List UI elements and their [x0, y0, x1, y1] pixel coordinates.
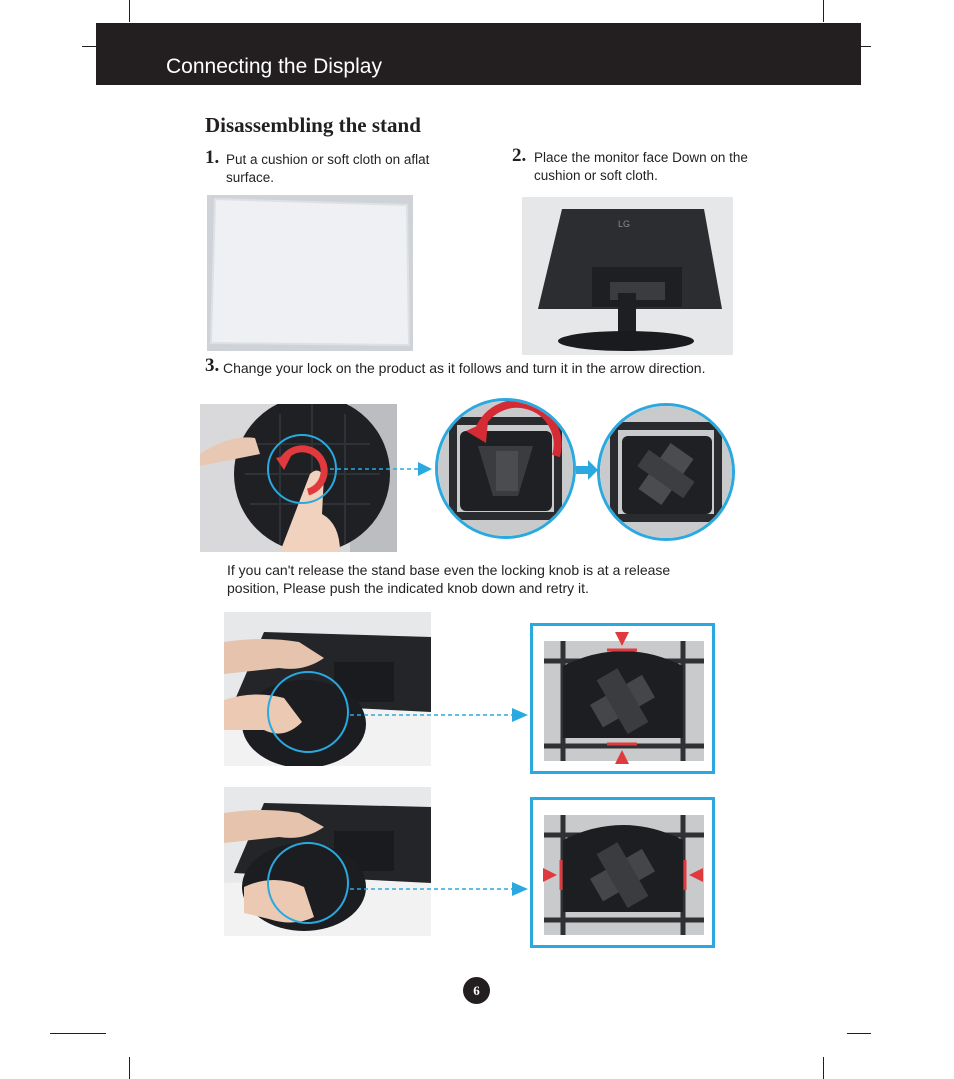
step-2-text-line1: Place the monitor face Down on the — [534, 150, 748, 165]
section-title: Disassembling the stand — [205, 113, 421, 137]
knob-push-horizontal-frame — [530, 797, 715, 948]
push-knob-photo-1 — [224, 612, 431, 766]
lock-knob-before-circle — [435, 398, 576, 539]
crop-mark — [847, 1033, 871, 1034]
dashed-arrow-1 — [330, 460, 434, 478]
crop-mark — [129, 1057, 130, 1079]
dashed-arrow-3 — [350, 880, 530, 898]
step-1-text-line2: surface. — [226, 170, 275, 185]
release-note-line1: If you can't release the stand base even the locking knob is at a release — [227, 562, 671, 578]
crop-mark — [823, 1057, 824, 1079]
page-number: 6 — [463, 977, 490, 1004]
knob-push-vertical-frame — [530, 623, 715, 774]
step-1-text-line1: Put a cushion or soft cloth on aflat — [226, 152, 430, 167]
step-3-number: 3. — [205, 355, 220, 376]
crop-mark — [50, 1033, 106, 1034]
crop-mark — [82, 46, 96, 47]
monitor-face-down-photo — [522, 197, 733, 355]
arrow-right-icon — [576, 460, 598, 480]
step-3-text: Change your lock on the product as it follows and turn it in the arrow direction. — [223, 360, 706, 376]
lock-knob-after-circle — [597, 403, 735, 541]
dashed-arrow-2 — [350, 706, 530, 724]
release-note — [227, 561, 707, 597]
release-note-line2: position, Please push the indicated knob down and retry it. — [227, 580, 589, 596]
cloth-photo — [207, 195, 413, 351]
step-2-number: 2. — [512, 145, 527, 166]
page-title: Connecting the Display — [166, 55, 382, 78]
push-knob-photo-2 — [224, 787, 431, 936]
crop-mark — [129, 0, 130, 22]
step-1-number: 1. — [205, 147, 220, 168]
stand-base-hand-photo — [200, 404, 397, 552]
crop-mark — [861, 46, 871, 47]
lg-logo: LG — [618, 219, 631, 229]
crop-mark — [823, 0, 824, 22]
step-2-text-line2: cushion or soft cloth. — [534, 168, 658, 183]
